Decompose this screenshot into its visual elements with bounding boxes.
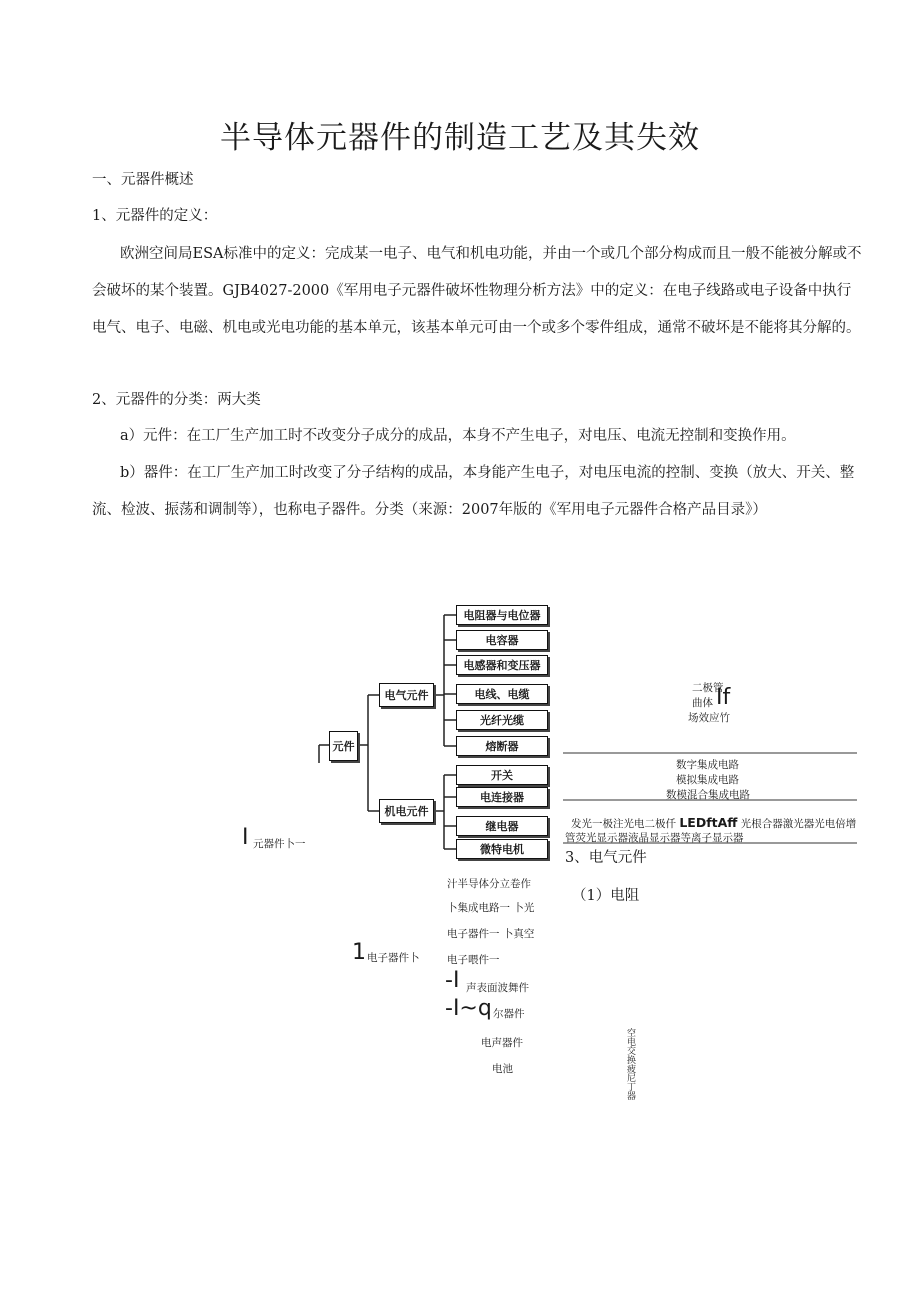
- label-digital-ic: 数字集成电路: [676, 759, 739, 771]
- label-saw-mark: -I: [445, 968, 460, 993]
- subheading-classification: 2、元器件的分类：两大类: [92, 392, 261, 408]
- label-qu-ti: 曲体: [692, 697, 713, 709]
- node-switch: 开关: [456, 765, 548, 785]
- label-diode: 二极管: [692, 682, 724, 694]
- subheading-definition: 1、元器件的定义：: [92, 208, 218, 224]
- opto-text-b: LEDftAff: [679, 815, 738, 830]
- node-electromechanical-components: 机电元件: [379, 799, 434, 823]
- node-wire-cable: 电线、电缆: [456, 684, 548, 704]
- list-electronic: 电子器件一 卜真空: [447, 928, 535, 940]
- node-electrical-components: 电气元件: [379, 683, 434, 707]
- list-electronic-2: 电子喂件一: [447, 954, 500, 966]
- opto-text-a: 发光一极注光电二极仟: [571, 818, 676, 830]
- label-if: If: [716, 685, 731, 710]
- opto-text-c: 光根合器激光器光电倍增: [740, 818, 857, 830]
- list-discrete: 汁半导体分立卷作: [447, 878, 531, 890]
- label-vertical-text: [624, 1028, 635, 1100]
- label-saw: 声表面波舞件: [466, 982, 529, 994]
- label-hall: 尔器件: [493, 1008, 525, 1020]
- section-heading-overview: 一、元器件概述: [92, 172, 194, 188]
- label-battery: 电池: [492, 1063, 513, 1075]
- label-num-one: 1: [352, 940, 366, 965]
- label-analog-ic: 模拟集成电路: [676, 774, 739, 786]
- item-a-text: a）元件：在工厂生产加工时不改变分子成分的成品，本身不产生电子，对电压、电流无控制和变换作用。: [120, 428, 796, 444]
- node-yuanjian: 元件: [329, 731, 358, 761]
- vertical-text: 空电交换疲尼丁器: [625, 1028, 635, 1100]
- node-micro-motor: 微特电机: [456, 839, 548, 859]
- list-ic: 卜集成电路一 卜光: [447, 902, 535, 914]
- label-fet: 场效应竹: [688, 712, 730, 724]
- label-electronic-devices: 电子器件卜: [367, 952, 420, 964]
- label-bar-mark: I: [242, 825, 249, 850]
- section-electrical-components: 3、电气元件: [565, 850, 647, 866]
- node-optical-fiber: 光纤光缆: [456, 710, 548, 730]
- node-inductor-transformer: 电感器和变压器: [456, 655, 548, 675]
- label-yuanqijian: 元器件卜一: [253, 838, 306, 850]
- label-optoelectronics-line2: 管荧光显示器液晶显示器等离子显示器: [565, 832, 744, 844]
- node-relay: 继电器: [456, 816, 548, 836]
- node-fuse: 熔断器: [456, 736, 548, 756]
- label-mixed-ic: 数模混合集成电路: [666, 789, 750, 801]
- subsection-resistor: （1）电阻: [572, 888, 640, 904]
- label-acoustic: 电声器件: [481, 1037, 523, 1049]
- label-hall-mark: -I~q: [445, 996, 492, 1021]
- node-connector: 电连接器: [456, 787, 548, 807]
- page-title: 半导体元器件的制造工艺及其失效: [220, 120, 700, 156]
- item-b-text: b）器件：在工厂生产加工时改变了分子结构的成品，本身能产生电子，对电压电流的控制、变换（放大、开关、整流、检波、振荡和调制等），也称电子器件。分类（来源：2007年版的《军用电子元器件合格产品目录》）: [92, 465, 855, 518]
- label-optoelectronics-line1: [571, 815, 856, 831]
- node-capacitor: 电容器: [456, 630, 548, 650]
- definition-text: 欧洲空间局ESA标准中的定义：完成某一电子、电气和机电功能，并由一个或几个部分构成而且一般不能被分解或不会破坏的某个装置。GJB4027-2000《军用电子元器件破坏性物理分析方法》中的定义：在电子线路或电子设备中执行电气、电子、电磁、机电或光电功能的基本单元，该基本单元可由一个或多个零件组成，通常不破坏是不能将其分解的。: [92, 246, 862, 336]
- node-resistor-potentiometer: 电阻器与电位器: [456, 605, 548, 625]
